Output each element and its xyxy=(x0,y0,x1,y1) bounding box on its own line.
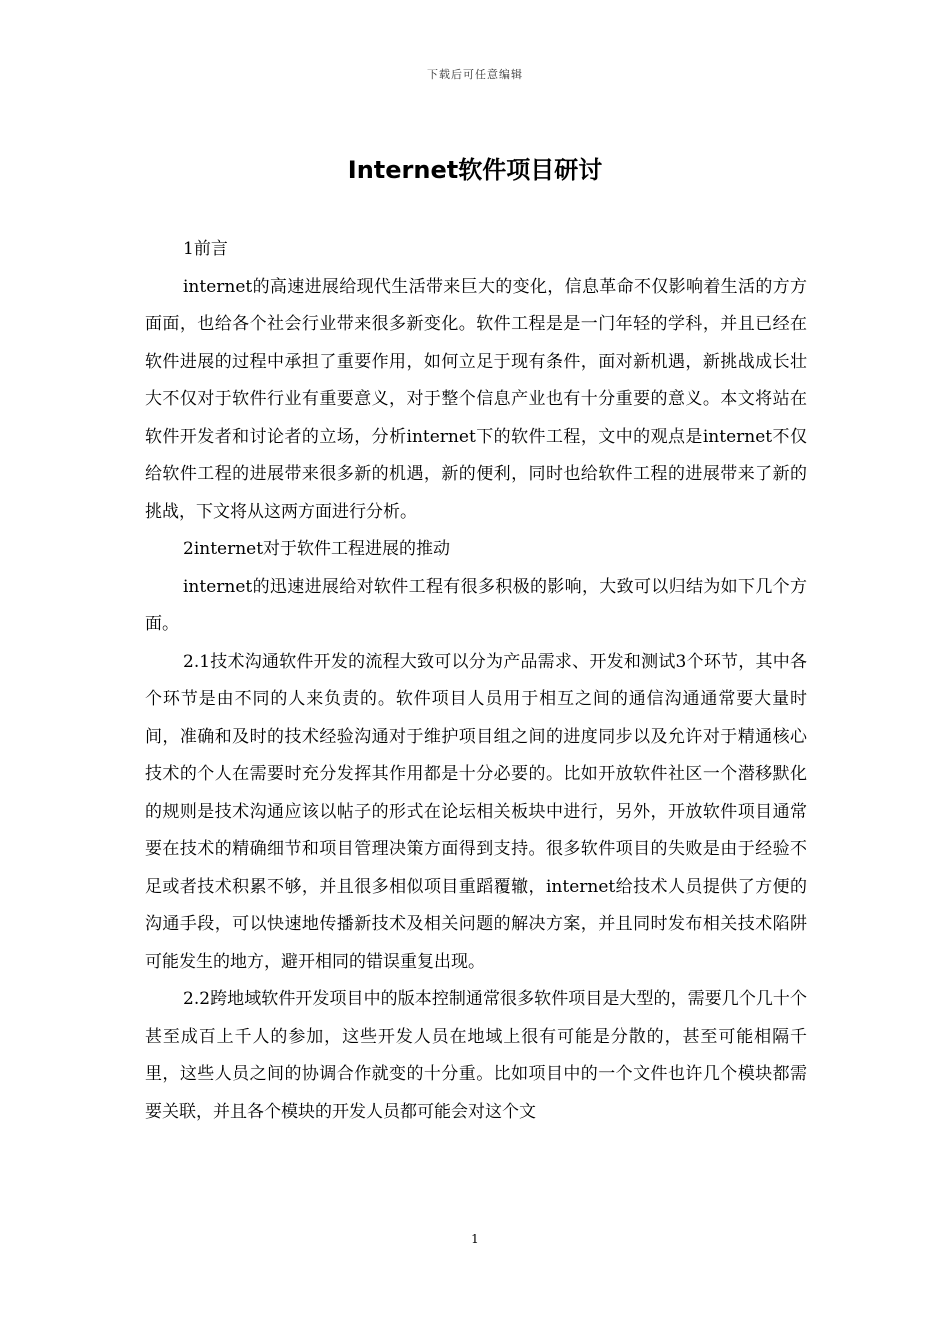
page-header-note: 下载后可任意编辑 xyxy=(427,68,523,81)
paragraph-section-2-1: 2.1技术沟通软件开发的流程大致可以分为产品需求、开发和测试3个环节，其中各个环节是由不同的人来负责的。软件项目人员用于相互之间的通信沟通通常要大量时间，准确和及时的技术经验沟通对于维护项目组之间的进度同步以及允许对于精通核心技术的个人在需要时充分发挥其作用都是十分必要的。比如开放软件社区一个潜移默化的规则是技术沟通应该以帖子的形式在论坛相关板块中进行，另外，开放软件项目通常要在技术的精确细节和项目管理决策方面得到支持。很多软件项目的失败是由于经验不足或者技术积累不够，并且很多相似项目重蹈覆辙，internet给技术人员提供了方便的沟通手段，可以快速地传播新技术及相关问题的解决方案，并且同时发布相关技术陷阱可能发生的地方，避开相同的错误重复出现。 xyxy=(145,651,807,972)
document-title: Internet软件项目研讨 xyxy=(347,156,603,184)
paragraph-section-2-2: 2.2跨地域软件开发项目中的版本控制通常很多软件项目是大型的，需要几个几十个甚至成百上千人的参加，这些开发人员在地域上很有可能是分散的，甚至可能相隔千里，这些人员之间的协调合作就变的十分重。比如项目中的一个文件也许几个模块都需要关联，并且各个模块的开发人员都可能会对这个文 xyxy=(145,989,807,1122)
paragraph-section-2-heading: 2internet对于软件工程进展的推动 xyxy=(183,539,451,559)
page-number: 1 xyxy=(471,1232,479,1246)
paragraph-preface-heading: 1前言 xyxy=(183,239,228,259)
paragraph-preface-body: internet的高速进展给现代生活带来巨大的变化，信息革命不仅影响着生活的方方面面，也给各个社会行业带来很多新变化。软件工程是是一门年轻的学科，并且已经在软件进展的过程中承担了重要作用，如何立足于现有条件，面对新机遇，新挑战成长壮大不仅对于软件行业有重要意义，对于整个信息产业也有十分重要的意义。本文将站在软件开发者和讨论者的立场，分析internet下的软件工程，文中的观点是internet不仅给软件工程的进展带来很多新的机遇，新的便利，同时也给软件工程的进展带来了新的挑战，下文将从这两方面进行分析。 xyxy=(145,276,807,522)
document-body xyxy=(145,231,807,1131)
paragraph-section-2-intro: internet的迅速进展给对软件工程有很多积极的影响，大致可以归结为如下几个方面。 xyxy=(145,576,807,634)
